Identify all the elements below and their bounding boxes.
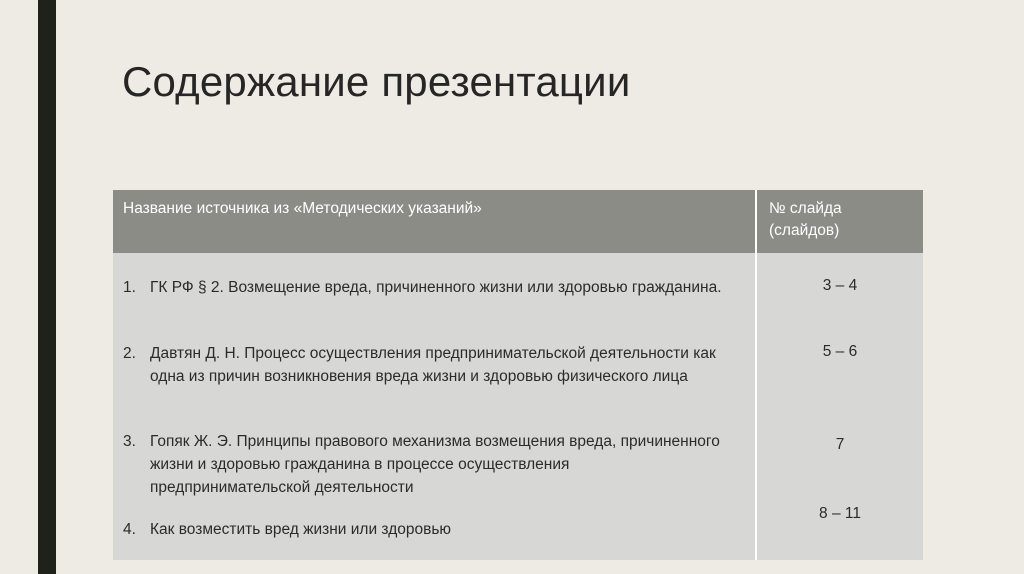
list-item — [123, 342, 733, 388]
header-slide-label — [769, 198, 842, 242]
list-item-number: 2. — [123, 345, 136, 362]
table-body-row — [113, 253, 923, 560]
header-slide-line1: № слайда — [769, 200, 842, 217]
slide-range: 3 – 4 — [822, 277, 858, 294]
list-item-text: Давтян Д. Н. Процесс осуществления предпринимательской деятельности как одна из причин возникновения вреда жизни и здоровью физического лица — [150, 345, 716, 385]
slide-range: 7 — [835, 436, 845, 453]
list-item-number: 4. — [123, 521, 136, 538]
accent-bar — [38, 0, 56, 574]
header-cell-source — [113, 190, 757, 253]
table-header-row — [113, 190, 923, 253]
list-item — [123, 518, 733, 541]
header-slide-line2: (слайдов) — [769, 222, 840, 239]
list-item — [123, 430, 733, 499]
list-item-text: ГК РФ § 2. Возмещение вреда, причиненного жизни или здоровью гражданина. — [150, 279, 722, 296]
contents-table — [113, 190, 923, 560]
list-item-text: Гопяк Ж. Э. Принципы правового механизма возмещения вреда, причиненного жизни и здоровью гражданина в процессе осуществления предпринимательской деятельности — [150, 433, 720, 496]
list-item-number: 3. — [123, 433, 136, 450]
list-item — [123, 276, 733, 299]
slide-title: Содержание презентации — [122, 58, 631, 105]
slide-range: 8 – 11 — [819, 505, 861, 522]
list-item-text: Как возместить вред жизни или здоровью — [150, 521, 452, 538]
list-item-number: 1. — [123, 279, 136, 296]
slide-range: 5 – 6 — [822, 343, 858, 360]
header-source-label: Название источника из «Методических указаний» — [123, 200, 482, 217]
body-cell-sources — [113, 253, 757, 560]
